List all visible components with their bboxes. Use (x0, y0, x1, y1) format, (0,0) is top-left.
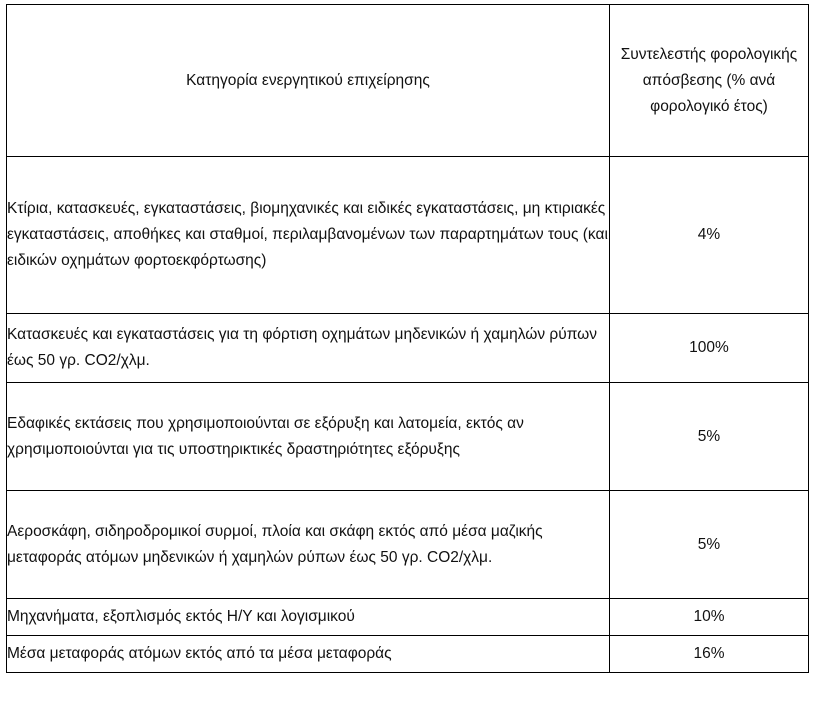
asset-category-cell: Κτίρια, κατασκευές, εγκαταστάσεις, βιομηχανικές και ειδικές εγκαταστάσεις, μη κτιριακές εγκαταστάσεις, αποθήκες και σταθμοί, περιλαμβανομένων των παραρτημάτων τους (και ειδικών οχημάτων φορτοεκφόρτωσης) (7, 157, 610, 314)
table-header-row (7, 5, 809, 157)
table-row (7, 383, 809, 491)
table-row (7, 157, 809, 314)
rate-cell: 16% (610, 636, 809, 673)
asset-category-cell: Κατασκευές και εγκαταστάσεις για τη φόρτιση οχημάτων μηδενικών ή χαμηλών ρύπων έως 50 γρ. CO2/χλμ. (7, 314, 610, 383)
depreciation-rates-table (6, 4, 809, 673)
asset-category-cell: Εδαφικές εκτάσεις που χρησιμοποιούνται σε εξόρυξη και λατομεία, εκτός αν χρησιμοποιούνται για τις υποστηρικτικές δραστηριότητες εξόρυξης (7, 383, 610, 491)
header-asset-category: Κατηγορία ενεργητικού επιχείρησης (7, 5, 610, 157)
asset-category-cell: Αεροσκάφη, σιδηροδρομικοί συρμοί, πλοία και σκάφη εκτός από μέσα μαζικής μεταφοράς ατόμων μηδενικών ή χαμηλών ρύπων έως 50 γρ. CO2/χλμ. (7, 491, 610, 599)
rate-cell: 100% (610, 314, 809, 383)
asset-category-cell: Μέσα μεταφοράς ατόμων εκτός από τα μέσα μεταφοράς (7, 636, 610, 673)
rate-cell: 4% (610, 157, 809, 314)
rate-cell: 10% (610, 599, 809, 636)
table-row (7, 491, 809, 599)
rate-cell: 5% (610, 383, 809, 491)
rate-cell: 5% (610, 491, 809, 599)
table-row (7, 636, 809, 673)
header-depreciation-rate: Συντελεστής φορολογικής απόσβεσης (% ανά φορολογικό έτος) (610, 5, 809, 157)
asset-category-cell: Μηχανήματα, εξοπλισμός εκτός Η/Υ και λογισμικού (7, 599, 610, 636)
table-row (7, 314, 809, 383)
table-row (7, 599, 809, 636)
